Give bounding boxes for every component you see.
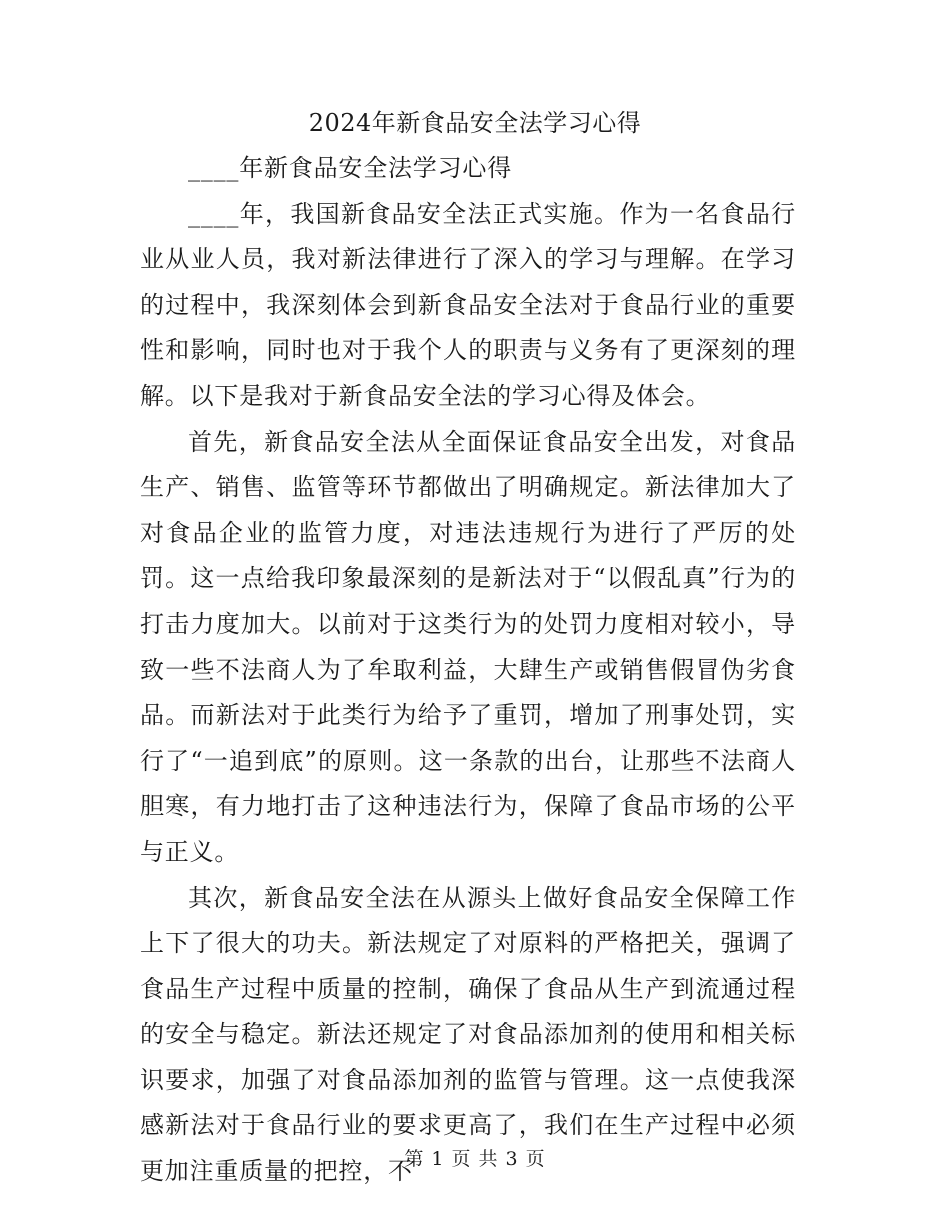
page-number-footer: 第 1 页 共 3 页 [404,1148,546,1170]
paragraph-first: 首先，新食品安全法从全面保证食品安全出发，对食品生产、销售、监管等环节都做出了明确规定。新法律加大了对食品企业的监管力度，对违法违规行为进行了严厉的处罚。这一点给我印象最深刻的是新法对于“以假乱真”行为的打击力度加大。以前对于这类行为的处罚力度相对较小，导致一些不法商人为了牟取利益，大肆生产或销售假冒伪劣食品。而新法对于此类行为给予了重罚，增加了刑事处罚，实行了“一追到底”的原则。这一条款的出台，让那些不法商人胆寒，有力地打击了这种违法行为，保障了食品市场的公平与正义。 [140,427,796,866]
subtitle-line: ____年新食品安全法学习心得 [188,154,512,182]
document-title: 2024年新食品安全法学习心得 [308,109,642,137]
document-body [140,146,796,1195]
paragraph-intro: ____年，我国新食品安全法正式实施。作为一名食品行业从业人员，我对新法律进行了深入的学习与理解。在学习的过程中，我深刻体会到新食品安全法对于食品行业的重要性和影响，同时也对于我个人的职责与义务有了更深刻的理解。以下是我对于新食品安全法的学习心得及体会。 [140,199,796,410]
paragraph-second: 其次，新食品安全法在从源头上做好食品安全保障工作上下了很大的功夫。新法规定了对原料的严格把关，强调了食品生产过程中质量的控制，确保了食品从生产到流通过程的安全与稳定。新法还规定了对食品添加剂的使用和相关标识要求，加强了对食品添加剂的监管与管理。这一点使我深感新法对于食品行业的要求更高了，我们在生产过程中必须更加注重质量的把控，不 [140,883,796,1186]
